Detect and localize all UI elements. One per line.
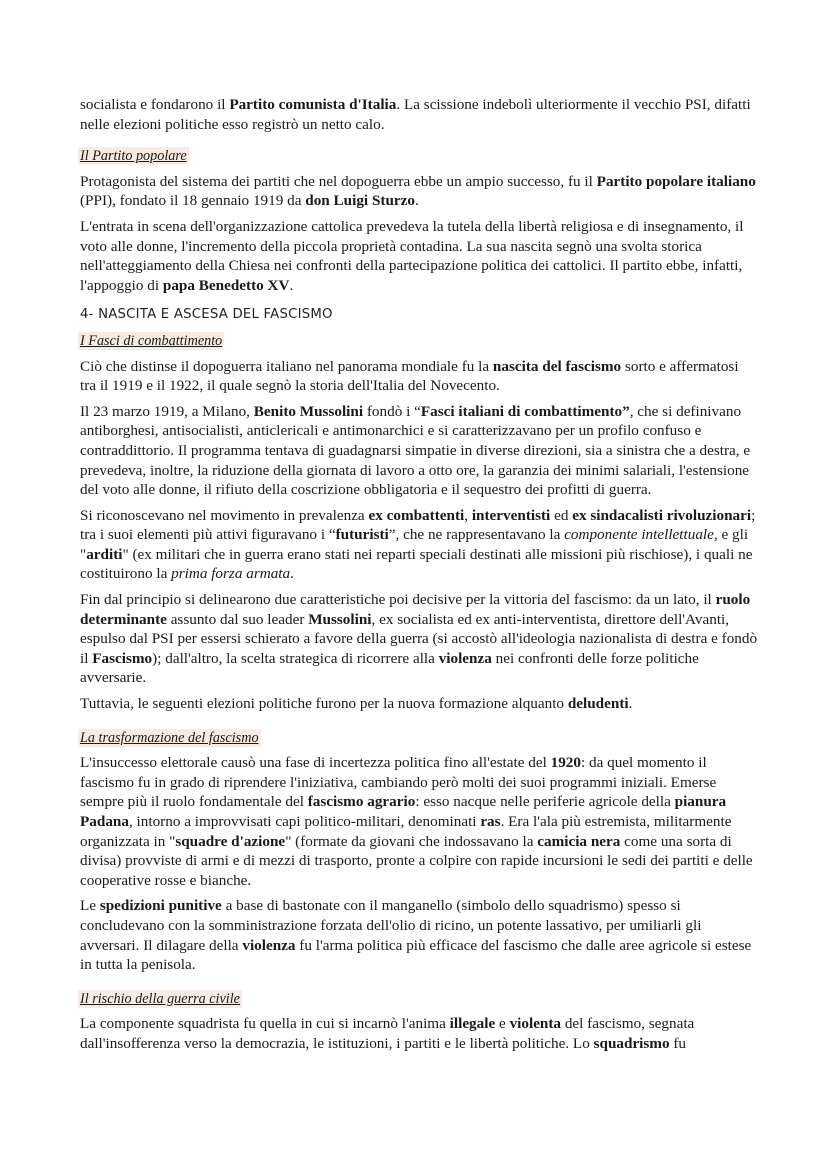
rischio-paragraph-1: La componente squadrista fu quella in cui si incarnò l'anima illegale e violenta del fascismo, segnata dall'insofferenza verso la democrazia, le istituzioni, i partiti e le libertà politiche. Lo squadrismo fu bbox=[80, 1015, 695, 1052]
ppi-paragraph-1: Protagonista del sistema dei partiti che nel dopoguerra ebbe un ampio successo, fu il Partito popolare italiano (PPI), fondato il 18 gennaio 1919 da don Luigi Sturzo. bbox=[80, 172, 756, 210]
section-heading-trasformazione: La trasformazione del fascismo bbox=[80, 729, 259, 746]
trasformazione-paragraph-2: Le spedizioni punitive a base di bastonate con il manganello (simbolo dello squadrismo) spesso si concludevano con la somministrazione forzata dell'olio di ricino, un potente lassativo, per umiliarli gli avversari. Il dilagare della violenza fu l'arma politica più efficace del fascismo che dalle aree agricole si estese in tutta la penisola. bbox=[80, 897, 752, 974]
fasci-paragraph-4: Fin dal principio si delinearono due caratteristiche poi decisive per la vittoria del fascismo: da un lato, il ruolo determinante assunto dal suo leader Mussolini, ex socialista ed ex anti-interventista, direttore dell'Avanti, espulso dal PSI per essersi schierato a favore della guerra (si accostò all'ideologia nazionalista di destra e fondò il Fascismo); dall'altro, la scelta strategica di ricorrere alla violenza nei confronti delle forze politiche avversarie. bbox=[80, 591, 758, 687]
fasci-paragraph-2: Il 23 marzo 1919, a Milano, Benito Mussolini fondò i “Fasci italiani di combattimento”, che si definivano antiborghesi, antisocialisti, anticlericali e antimonarchici e si caratterizzavano per un profilo confuso e contraddittorio. Il programma tentava di guadagnarsi simpatie in diverse direzioni, sia a sinistra che a destra, e prevedeva, inoltre, la riduzione della giornata di lavoro a otto ore, la garanzia dei minimi salariali, l'estensione del voto alle donne, il rifiuto della coscrizione obbligatoria e il sequestro dei profitti di guerra. bbox=[80, 402, 751, 499]
ppi-paragraph-2: L'entrata in scena dell'organizzazione cattolica prevedeva la tutela della libertà religiosa e di insegnamento, il voto alle donne, l'incremento della piccola proprietà contadina. La sua nascita segnò una svolta storica nell'atteggiamento della Chiesa nei confronti della partecipazione politica dei cattolici. Il partito ebbe, infatti, l'appoggio di papa Benedetto XV. bbox=[80, 217, 744, 294]
intro-paragraph: socialista e fondarono il Partito comunista d'Italia. La scissione indebolì ulteriormente il vecchio PSI, difatti nelle elezioni politiche esso registrò un netto calo. bbox=[80, 96, 751, 133]
section-heading-partito-popolare: Il Partito popolare bbox=[80, 148, 187, 165]
fasci-paragraph-1: Ciò che distinse il dopoguerra italiano nel panorama mondiale fu la nascita del fascismo sorto e affermatosi tra il 1919 e il 1922, il quale segnò la storia dell'Italia del Novecento. bbox=[80, 357, 739, 395]
fasci-paragraph-3: Si riconoscevano nel movimento in prevalenza ex combattenti, interventisti ed ex sindacalisti rivoluzionari; tra i suoi elementi più attivi figuravano i “futuristi”, che ne rappresentavano la componente intellettuale, e gli "arditi" (ex militari che in guerra erano stati nei reparti speciali destinati alle missioni più rischiose), i quali ne costituirono la prima forza armata. bbox=[80, 506, 756, 583]
trasformazione-paragraph-1: L'insuccesso elettorale causò una fase di incertezza politica fino all'estate del 1920: da quel momento il fascismo fu in grado di riprendere l'iniziativa, cambiando però molti dei suoi programmi iniziali. Emerse sempre più il ruolo fondamentale del fascismo agrario: esso nacque nelle periferie agricole della pianura Padana, intorno a improvvisati capi politico-militari, denominati ras. Era l'ala più estremista, militarmente organizzata in "squadre d'azione" (formate da giovani che indossavano la camicia nera come una sorta di divisa) provviste di armi e di mezzi di trasporto, pronte a colpire con rapide incursioni le sedi dei partiti e delle cooperative rosse e bianche. bbox=[80, 754, 753, 889]
fasci-paragraph-5: Tuttavia, le seguenti elezioni politiche furono per la nuova formazione alquanto deludenti. bbox=[80, 695, 633, 713]
section-heading-fasci: I Fasci di combattimento bbox=[80, 332, 223, 349]
section-heading-rischio: Il rischio della guerra civile bbox=[80, 990, 240, 1007]
chapter-title: 4- NASCITA E ASCESA DEL FASCISMO bbox=[80, 307, 333, 323]
